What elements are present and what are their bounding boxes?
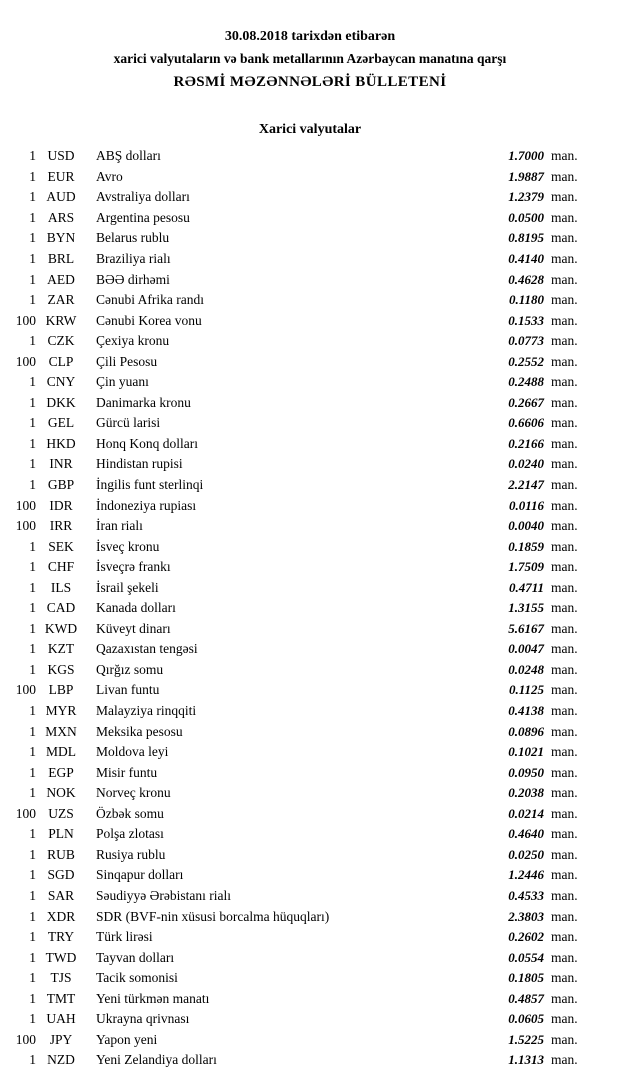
- rate-quantity: 1: [29, 477, 36, 493]
- rate-row: [8, 845, 590, 866]
- currency-name: Argentina pesosu: [96, 209, 190, 225]
- rate-value: 1.1313: [508, 1052, 544, 1068]
- currency-name: Honq Konq dolları: [96, 435, 198, 451]
- rate-row: [8, 434, 590, 455]
- currency-code: SAR: [47, 887, 75, 903]
- rate-quantity: 1: [29, 846, 36, 862]
- currency-name: Avro: [96, 168, 123, 184]
- currency-name: Qırğız somu: [96, 661, 164, 677]
- rate-unit: man.: [551, 929, 578, 945]
- currency-name: İsveç kronu: [96, 538, 160, 554]
- currency-name: İran rialı: [96, 518, 143, 534]
- rate-unit: man.: [551, 887, 578, 903]
- rate-unit: man.: [551, 1011, 578, 1027]
- rate-quantity: 1: [29, 374, 36, 390]
- currency-code: TJS: [50, 970, 72, 986]
- rate-value: 0.0554: [508, 949, 544, 965]
- rate-unit: man.: [551, 374, 578, 390]
- rate-unit: man.: [551, 271, 578, 287]
- rate-quantity: 1: [29, 826, 36, 842]
- rate-row: [8, 208, 590, 229]
- currency-code: TWD: [45, 949, 77, 965]
- rate-value: 0.1533: [508, 312, 544, 328]
- rate-unit: man.: [551, 620, 578, 636]
- rate-row: [8, 824, 590, 845]
- currency-name: Çili Pesosu: [96, 353, 158, 369]
- rate-quantity: 1: [29, 1011, 36, 1027]
- currency-code: KZT: [47, 641, 75, 657]
- currency-code: KWD: [44, 620, 78, 636]
- rate-unit: man.: [551, 1031, 578, 1047]
- rate-value: 0.4628: [508, 271, 544, 287]
- currency-name: Braziliya rialı: [96, 251, 171, 266]
- rate-value: 0.0047: [508, 641, 544, 657]
- currency-code: ZAR: [47, 292, 75, 308]
- rate-unit: man.: [551, 148, 578, 164]
- rate-value: 0.4857: [508, 990, 544, 1006]
- rate-value: 1.9887: [508, 168, 544, 184]
- rate-value: 0.4640: [508, 826, 544, 842]
- currency-code: GEL: [47, 415, 75, 431]
- header-subtitle-line: xarici valyutaların və bank metallarının Azərbaycan manatına qarşı: [113, 51, 507, 66]
- rate-value: 0.4138: [508, 703, 544, 719]
- rate-row: [8, 310, 590, 331]
- currency-code: TRY: [47, 929, 75, 945]
- rate-row: [8, 660, 590, 681]
- rate-quantity: 1: [29, 908, 36, 924]
- currency-name: SDR (BVF-nin xüsusi borcalma hüquqları): [96, 908, 330, 924]
- currency-code: BYN: [46, 230, 76, 246]
- rate-value: 0.1859: [508, 538, 544, 554]
- currency-name: ABŞ dolları: [96, 148, 161, 164]
- currency-name: Misir funtu: [96, 764, 158, 780]
- rate-value: 0.0773: [508, 333, 544, 349]
- currency-code: MDL: [46, 744, 76, 760]
- currency-code: ILS: [50, 579, 72, 595]
- rate-row: [8, 968, 590, 989]
- rate-value: 0.2488: [508, 374, 544, 390]
- rate-value: 0.0116: [508, 497, 544, 513]
- rate-row: [8, 146, 590, 167]
- currency-code: CNY: [46, 374, 76, 390]
- rate-unit: man.: [551, 168, 578, 184]
- rate-quantity: 100: [15, 682, 36, 698]
- rate-quantity: 1: [29, 744, 36, 760]
- rate-unit: man.: [551, 435, 578, 451]
- currency-code: GBP: [47, 477, 75, 493]
- currency-code: NOK: [46, 785, 76, 801]
- rate-row: [8, 331, 590, 352]
- rate-value: 0.2552: [508, 353, 544, 369]
- rate-value: 0.0240: [508, 456, 544, 472]
- rate-unit: man.: [551, 333, 578, 349]
- currency-name: Çin yuanı: [96, 374, 149, 390]
- rate-row: [8, 393, 590, 414]
- header-title-line: RƏSMİ MƏZƏNNƏLƏRİ BÜLLETENİ: [173, 74, 447, 90]
- currency-name: Çexiya kronu: [96, 333, 170, 349]
- rate-row: [8, 516, 590, 537]
- rate-value: 1.7509: [508, 559, 544, 575]
- rate-row: [8, 927, 590, 948]
- rate-quantity: 1: [29, 394, 36, 410]
- currency-code: UZS: [48, 805, 74, 821]
- rate-row: [8, 187, 590, 208]
- rate-value: 1.7000: [508, 148, 544, 164]
- rate-unit: man.: [551, 600, 578, 616]
- rate-row: [8, 988, 590, 1009]
- rate-value: 1.3155: [508, 600, 544, 616]
- rate-row: [8, 906, 590, 927]
- currency-name: İndoneziya rupiası: [96, 497, 197, 513]
- rate-quantity: 1: [29, 251, 36, 266]
- rate-unit: man.: [551, 209, 578, 225]
- currency-code: JPY: [49, 1031, 73, 1047]
- rate-value: 0.0896: [508, 723, 544, 739]
- currency-code: SEK: [48, 538, 74, 554]
- rate-unit: man.: [551, 415, 578, 431]
- rate-value: 0.2166: [508, 435, 544, 451]
- rate-quantity: 1: [29, 990, 36, 1006]
- currency-name: Belarus rublu: [96, 230, 170, 246]
- currency-name: İngilis funt sterlinqi: [96, 477, 204, 493]
- rate-quantity: 100: [15, 1031, 36, 1047]
- rate-unit: man.: [551, 230, 578, 246]
- currency-code: ARS: [47, 209, 75, 225]
- rate-row: [8, 475, 590, 496]
- rate-quantity: 1: [29, 189, 36, 205]
- rate-quantity: 1: [29, 764, 36, 780]
- currency-code: USD: [47, 148, 75, 164]
- rate-quantity: 1: [29, 168, 36, 184]
- rate-row: [8, 351, 590, 372]
- currency-code: IDR: [49, 497, 73, 513]
- rate-quantity: 1: [29, 600, 36, 616]
- currency-code: CHF: [47, 559, 75, 575]
- rate-quantity: 1: [29, 230, 36, 246]
- currency-code: LBP: [48, 682, 74, 698]
- rate-row: [8, 947, 590, 968]
- rate-value: 0.1805: [508, 970, 544, 986]
- rate-row: [8, 721, 590, 742]
- rate-row: [8, 619, 590, 640]
- rate-unit: man.: [551, 189, 578, 205]
- rate-row: [8, 290, 590, 311]
- rate-quantity: 100: [15, 312, 36, 328]
- currency-name: Malayziya rinqqiti: [96, 703, 197, 719]
- rate-quantity: 1: [29, 579, 36, 595]
- rate-unit: man.: [551, 353, 578, 369]
- rate-unit: man.: [551, 518, 578, 534]
- currency-name: Özbək somu: [96, 805, 164, 821]
- currency-name: Türk lirəsi: [96, 929, 153, 945]
- rate-value: 0.2602: [508, 929, 544, 945]
- currency-name: Livan funtu: [96, 682, 160, 698]
- currency-name: Kanada dolları: [96, 600, 176, 616]
- rate-quantity: 1: [29, 970, 36, 986]
- rate-value: 0.0250: [508, 846, 544, 862]
- currency-code: CLP: [48, 353, 74, 369]
- rate-row: [8, 167, 590, 188]
- currency-name: Sinqapur dolları: [96, 867, 184, 883]
- rate-row: [8, 1030, 590, 1051]
- rate-value: 0.0248: [508, 661, 544, 677]
- currency-code: SGD: [47, 867, 75, 883]
- rate-unit: man.: [551, 292, 578, 308]
- currency-name: Cənubi Korea vonu: [96, 312, 202, 328]
- rate-unit: man.: [551, 394, 578, 410]
- rate-unit: man.: [551, 846, 578, 862]
- currency-code: PLN: [48, 826, 74, 842]
- rate-row: [8, 495, 590, 516]
- currency-code: AUD: [46, 189, 76, 205]
- rate-unit: man.: [551, 538, 578, 554]
- currency-code: XDR: [46, 908, 76, 924]
- rate-row: [8, 639, 590, 660]
- rate-row: [8, 557, 590, 578]
- rate-unit: man.: [551, 456, 578, 472]
- rate-unit: man.: [551, 641, 578, 657]
- rate-value: 2.3803: [508, 908, 544, 924]
- rate-unit: man.: [551, 559, 578, 575]
- rate-unit: man.: [551, 908, 578, 924]
- rate-value: 0.8195: [508, 230, 544, 246]
- currency-code: EUR: [47, 168, 75, 184]
- rate-unit: man.: [551, 1052, 578, 1068]
- rate-quantity: 1: [29, 887, 36, 903]
- rate-quantity: 1: [29, 661, 36, 677]
- currency-code: UAH: [46, 1011, 76, 1027]
- currency-name: Yeni türkmən manatı: [96, 990, 210, 1006]
- rate-quantity: 1: [29, 435, 36, 451]
- rate-row: [8, 865, 590, 886]
- currency-name: BƏƏ dirhəmi: [96, 271, 170, 287]
- rate-unit: man.: [551, 990, 578, 1006]
- currency-name: Cənubi Afrika randı: [96, 292, 204, 308]
- rate-quantity: 1: [29, 949, 36, 965]
- rate-value: 0.4533: [508, 887, 544, 903]
- rate-row: [8, 413, 590, 434]
- currency-code: EGP: [48, 764, 74, 780]
- currency-name: Meksika pesosu: [96, 723, 183, 739]
- currency-name: Norveç kronu: [96, 785, 171, 801]
- rate-value: 0.4711: [508, 579, 544, 595]
- rate-row: [8, 804, 590, 825]
- rate-row: [8, 1009, 590, 1030]
- rate-unit: man.: [551, 497, 578, 513]
- currency-code: NZD: [47, 1052, 75, 1068]
- rate-unit: man.: [551, 970, 578, 986]
- rate-quantity: 1: [29, 703, 36, 719]
- rate-unit: man.: [551, 764, 578, 780]
- header-date-line: 30.08.2018 tarixdən etibarən: [224, 29, 396, 44]
- rate-value: 1.5225: [508, 1031, 544, 1047]
- currency-code: MXN: [45, 723, 77, 739]
- currency-code: DKK: [46, 394, 76, 410]
- rate-value: 5.6167: [508, 620, 544, 636]
- currency-code: KRW: [45, 312, 77, 328]
- rate-value: 0.1021: [508, 744, 544, 760]
- rate-quantity: 1: [29, 456, 36, 472]
- rate-unit: man.: [551, 661, 578, 677]
- rate-unit: man.: [551, 312, 578, 328]
- currency-name: Polşa zlotası: [96, 826, 164, 842]
- rate-row: [8, 249, 590, 270]
- currency-code: MYR: [45, 703, 77, 719]
- rate-value: 0.0214: [508, 805, 544, 821]
- currency-name: Ukrayna qrivnası: [96, 1011, 190, 1027]
- rate-row: [8, 269, 590, 290]
- currency-name: Səudiyyə Ərəbistanı rialı: [96, 887, 231, 903]
- currency-code: CZK: [47, 333, 75, 349]
- currency-code: RUB: [47, 846, 75, 862]
- rate-row: [8, 577, 590, 598]
- rate-quantity: 1: [29, 209, 36, 225]
- rate-quantity: 1: [29, 1052, 36, 1068]
- currency-name: Yapon yeni: [96, 1031, 158, 1047]
- rate-unit: man.: [551, 744, 578, 760]
- currency-name: Rusiya rublu: [96, 846, 166, 862]
- rate-value: 0.2038: [508, 785, 544, 801]
- rate-row: [8, 783, 590, 804]
- currency-code: KGS: [47, 661, 75, 677]
- currency-code: AED: [47, 271, 75, 287]
- rate-value: 0.1180: [508, 292, 544, 308]
- rate-row: [8, 762, 590, 783]
- currency-name: Qazaxıstan tengəsi: [96, 641, 198, 657]
- rate-quantity: 1: [29, 929, 36, 945]
- rate-unit: man.: [551, 805, 578, 821]
- rate-unit: man.: [551, 723, 578, 739]
- rate-value: 0.6606: [508, 415, 544, 431]
- currency-code: IRR: [49, 518, 73, 534]
- rate-quantity: 100: [15, 805, 36, 821]
- rate-unit: man.: [551, 477, 578, 493]
- rate-quantity: 100: [15, 497, 36, 513]
- rate-unit: man.: [551, 949, 578, 965]
- rate-value: 0.2667: [508, 394, 544, 410]
- currency-name: Küveyt dinarı: [96, 620, 171, 636]
- rate-unit: man.: [551, 579, 578, 595]
- rate-quantity: 1: [29, 785, 36, 801]
- rate-quantity: 1: [29, 271, 36, 287]
- currency-name: Tacik somonisi: [96, 970, 178, 986]
- currency-name: Avstraliya dolları: [96, 189, 190, 205]
- section-title-foreign-currencies: Xarici valyutalar: [258, 122, 362, 137]
- rate-quantity: 1: [29, 333, 36, 349]
- currency-name: Moldova leyi: [96, 744, 169, 760]
- rate-row: [8, 454, 590, 475]
- rate-row: [8, 701, 590, 722]
- rate-unit: man.: [551, 703, 578, 719]
- rate-quantity: 1: [29, 723, 36, 739]
- rate-quantity: 1: [29, 641, 36, 657]
- rate-unit: man.: [551, 251, 578, 266]
- rate-row: [8, 742, 590, 763]
- rate-row: [8, 372, 590, 393]
- currency-code: INR: [49, 456, 73, 472]
- rate-row: [8, 1050, 590, 1071]
- rate-quantity: 1: [29, 538, 36, 554]
- rate-unit: man.: [551, 682, 578, 698]
- rate-value: 0.1125: [508, 682, 544, 698]
- rate-quantity: 1: [29, 559, 36, 575]
- rate-quantity: 1: [29, 620, 36, 636]
- rate-value: 1.2379: [508, 189, 544, 205]
- rate-value: 0.0605: [508, 1011, 544, 1027]
- currency-name: Danimarka kronu: [96, 394, 191, 410]
- currency-code: CAD: [46, 600, 76, 616]
- rate-row: [8, 886, 590, 907]
- currency-name: Hindistan rupisi: [96, 456, 183, 472]
- rate-row: [8, 598, 590, 619]
- rate-value: 2.2147: [508, 477, 544, 493]
- currency-code: HKD: [46, 435, 76, 451]
- rate-quantity: 100: [15, 353, 36, 369]
- rate-unit: man.: [551, 867, 578, 883]
- bulletin-header: [0, 26, 620, 94]
- rate-value: 0.0040: [508, 518, 544, 534]
- currency-name: İsveçrə frankı: [96, 559, 171, 575]
- currency-code: BRL: [47, 251, 75, 266]
- rate-value: 0.0950: [508, 764, 544, 780]
- currency-name: Gürcü larisi: [96, 415, 161, 431]
- rate-row: [8, 228, 590, 249]
- rate-quantity: 1: [29, 148, 36, 164]
- rate-unit: man.: [551, 785, 578, 801]
- rates-table: [0, 146, 620, 1071]
- rate-row: [8, 536, 590, 557]
- rate-value: 1.2446: [508, 867, 544, 883]
- rate-quantity: 1: [29, 292, 36, 308]
- rate-value: 0.4140: [508, 251, 544, 266]
- rate-quantity: 1: [29, 415, 36, 431]
- rate-row: [8, 680, 590, 701]
- rate-quantity: 1: [29, 867, 36, 883]
- currency-name: Yeni Zelandiya dolları: [96, 1052, 217, 1068]
- rate-quantity: 100: [15, 518, 36, 534]
- currency-code: TMT: [46, 990, 76, 1006]
- currency-name: Tayvan dolları: [96, 949, 175, 965]
- rate-unit: man.: [551, 826, 578, 842]
- rate-value: 0.0500: [508, 209, 544, 225]
- currency-name: İsrail şekeli: [96, 579, 159, 595]
